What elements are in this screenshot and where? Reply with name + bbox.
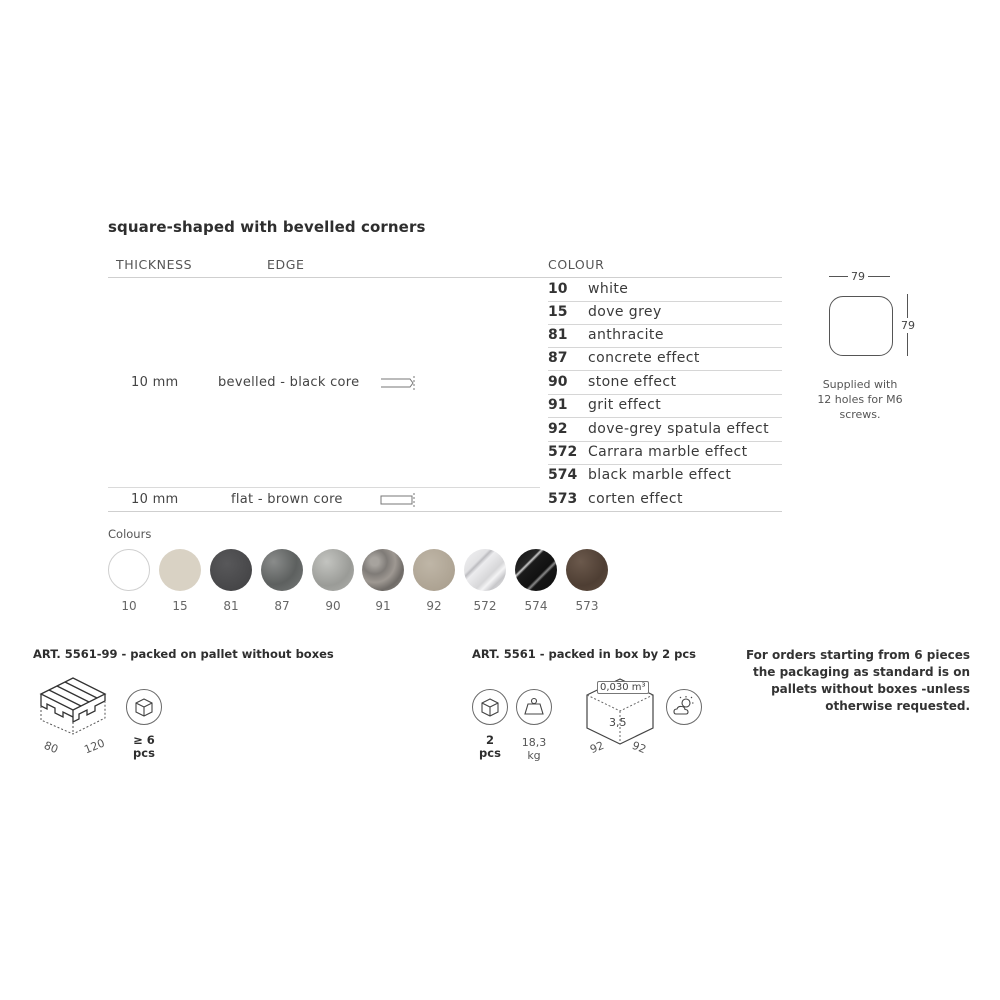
box-qty-icon: [126, 689, 162, 725]
colour-row: [548, 302, 782, 325]
swatch-black-marble: [515, 549, 557, 591]
pallet-dim-b: 120: [82, 736, 107, 757]
colour-code: 91: [548, 397, 568, 413]
swatch-label: 574: [524, 599, 548, 613]
box-qty-icon: [472, 689, 508, 725]
colour-row: [548, 372, 782, 395]
colour-code: 573: [548, 491, 578, 507]
swatch-label: 92: [426, 599, 442, 613]
swatch-anthracite: [210, 549, 252, 591]
box-height: 3,5: [609, 716, 627, 729]
pallet-icon: [33, 672, 113, 736]
bevelled-edge-profile-icon: [380, 375, 416, 391]
box-weight: 18,3 kg: [521, 736, 547, 762]
swatch-label: 87: [274, 599, 290, 613]
colour-code: 87: [548, 350, 568, 366]
colour-name: Carrara marble effect: [588, 444, 748, 460]
colour-code: 10: [548, 281, 568, 297]
swatch-stone: [312, 549, 354, 591]
swatch-label: 573: [575, 599, 599, 613]
pallet-quantity: ≥ 6 pcs: [133, 733, 155, 760]
row1-edge: bevelled - black core: [218, 375, 360, 390]
height-dimension: 79: [901, 319, 915, 332]
swatch-white: [108, 549, 150, 591]
header-thickness: THICKNESS: [116, 257, 193, 272]
header-edge: EDGE: [267, 257, 305, 272]
colour-row: [548, 395, 782, 418]
colour-row: [548, 489, 782, 512]
colour-row: [548, 348, 782, 371]
swatch-carrara: [464, 549, 506, 591]
swatch-label: 15: [172, 599, 188, 613]
colour-code: 574: [548, 467, 578, 483]
colour-row: [548, 442, 782, 465]
colours-label: Colours: [108, 527, 152, 541]
box-dim-a: 92: [588, 738, 606, 757]
swatch-grit: [362, 549, 404, 591]
box-quantity: 2 pcs: [479, 733, 501, 760]
swatch-spatula: [413, 549, 455, 591]
width-dimension: 79: [848, 270, 868, 283]
swatch-label: 81: [223, 599, 239, 613]
box-volume: 0,030 m³: [597, 681, 649, 694]
header-colour: COLOUR: [548, 257, 605, 272]
colour-row: [548, 279, 782, 302]
colour-name: grit effect: [588, 397, 662, 413]
colour-name: anthracite: [588, 327, 664, 343]
flat-edge-profile-icon: [380, 492, 416, 508]
colour-code: 15: [548, 304, 568, 320]
packaging-note: For orders starting from 6 pieces the packaging as standard is on pallets without boxes -unless otherwise requested.: [745, 648, 970, 713]
colour-name: stone effect: [588, 374, 677, 390]
row-divider: [108, 487, 540, 488]
swatch-label: 10: [121, 599, 137, 613]
swatch-label: 572: [473, 599, 497, 613]
swatch-label: 91: [375, 599, 391, 613]
weather-protection-icon: [666, 689, 702, 725]
weight-icon: [516, 689, 552, 725]
colour-row: [548, 325, 782, 348]
swatch-dove-grey: [159, 549, 201, 591]
swatch-corten: [566, 549, 608, 591]
colour-name: concrete effect: [588, 350, 700, 366]
box-dim-b: 92: [630, 738, 648, 757]
holes-note: Supplied with 12 holes for M6 screws.: [817, 378, 903, 421]
pack1-title: ART. 5561-99 - packed on pallet without boxes: [33, 647, 334, 661]
tabletop-shape-icon: [829, 296, 893, 356]
row2-thickness: 10 mm: [131, 492, 179, 507]
colour-row: [548, 419, 782, 442]
colour-name: dove grey: [588, 304, 662, 320]
colour-row: [548, 465, 782, 488]
colour-name: dove-grey spatula effect: [588, 421, 769, 437]
swatch-concrete: [261, 549, 303, 591]
colour-code: 81: [548, 327, 568, 343]
colour-name: white: [588, 281, 629, 297]
header-rule: [108, 277, 782, 278]
section-title: square-shaped with bevelled corners: [108, 218, 426, 236]
colour-code: 90: [548, 374, 568, 390]
colour-code: 572: [548, 444, 578, 460]
colour-code: 92: [548, 421, 568, 437]
pack2-title: ART. 5561 - packed in box by 2 pcs: [472, 647, 696, 661]
colour-name: corten effect: [588, 491, 683, 507]
swatch-label: 90: [325, 599, 341, 613]
pallet-dim-a: 80: [42, 738, 60, 757]
row1-thickness: 10 mm: [131, 375, 179, 390]
colour-name: black marble effect: [588, 467, 732, 483]
row2-edge: flat - brown core: [231, 492, 343, 507]
